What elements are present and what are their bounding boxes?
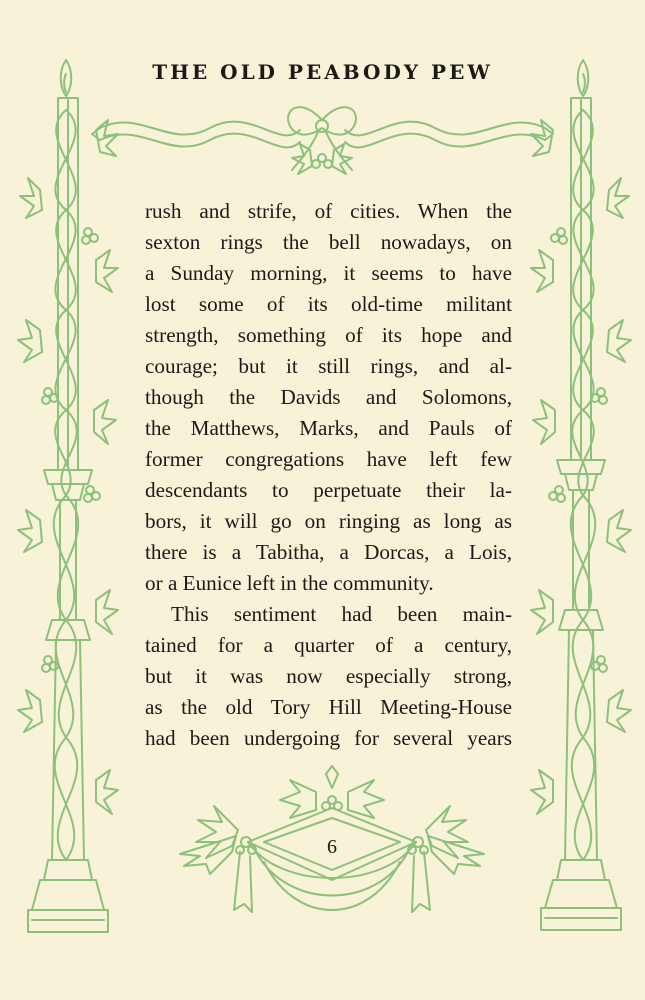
text-line: descendants to perpetuate their la- bbox=[145, 478, 512, 502]
text-line: bors, it will go on ringing as long as bbox=[145, 509, 512, 533]
ribbon-bow-icon bbox=[92, 107, 553, 174]
text-line: lost some of its old-time militant bbox=[145, 292, 512, 316]
text-line: the Matthews, Marks, and Pauls of bbox=[145, 416, 512, 440]
body-text bbox=[145, 196, 512, 754]
text-line: sexton rings the bell nowadays, on bbox=[145, 230, 512, 254]
text-line: or a Eunice left in the community. bbox=[145, 571, 434, 595]
text-line: tained for a quarter of a century, bbox=[145, 633, 512, 657]
running-title: THE OLD PEABODY PEW bbox=[152, 60, 493, 84]
candle-holly-icon bbox=[18, 60, 118, 932]
text-line: courage; but it still rings, and al- bbox=[145, 354, 512, 378]
text-line: rush and strife, of cities. When the bbox=[145, 199, 512, 223]
text-line: though the Davids and Solomons, bbox=[145, 385, 512, 409]
text-line: as the old Tory Hill Meeting-House bbox=[145, 695, 512, 719]
candle-holly-icon bbox=[531, 60, 631, 930]
page-number: 6 bbox=[327, 836, 337, 858]
text-line: a Sunday morning, it seems to have bbox=[145, 261, 512, 285]
text-line: there is a Tabitha, a Dorcas, a Lois, bbox=[145, 540, 512, 564]
text-line: This sentiment had been main- bbox=[171, 602, 512, 626]
text-line: but it was now especially strong, bbox=[145, 664, 512, 688]
text-line: former congregations have left few bbox=[145, 447, 512, 471]
text-line: strength, something of its hope and bbox=[145, 323, 512, 347]
text-line: had been undergoing for several years bbox=[145, 726, 512, 750]
